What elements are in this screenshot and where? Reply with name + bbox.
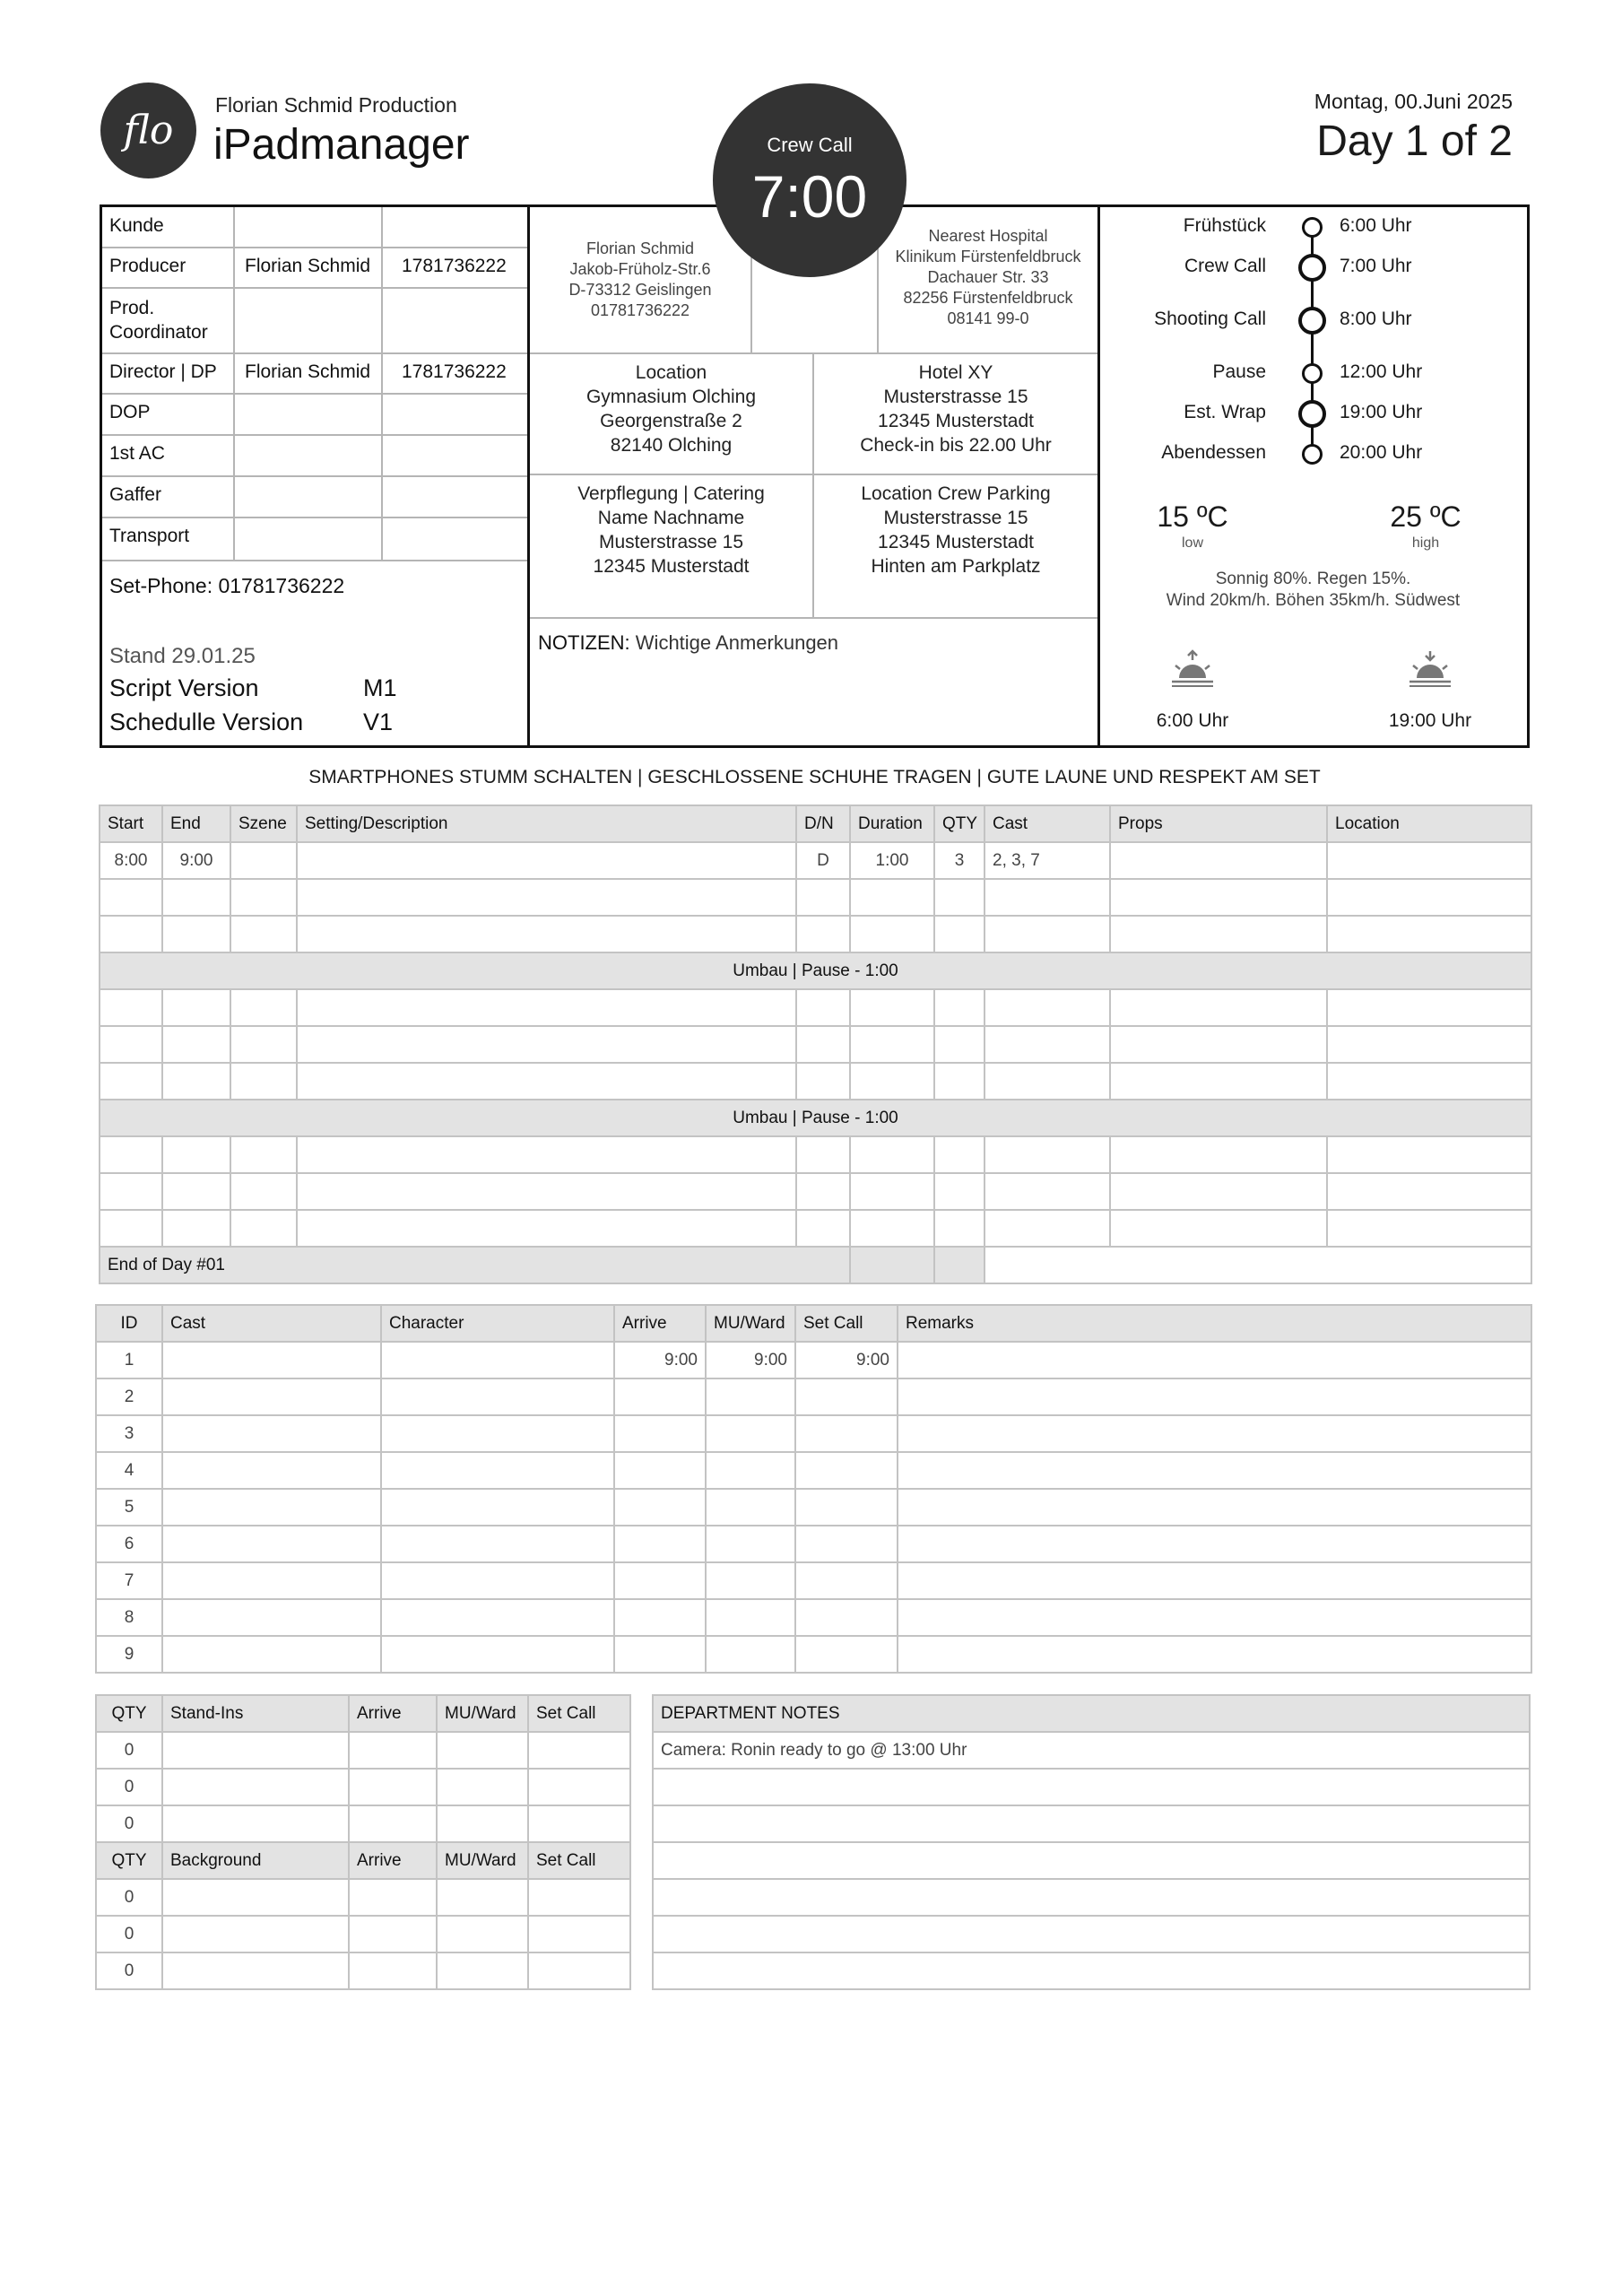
table-row: 8:00 9:00 D 1:00 3 2, 3, 7	[100, 842, 1531, 879]
notes-text: Wichtige Anmerkungen	[635, 631, 839, 654]
temp-high: 25 ºC	[1390, 500, 1462, 533]
background-header: QTY Background Arrive MU/Ward Set Call	[96, 1842, 630, 1879]
table-row	[653, 1769, 1530, 1805]
app-name: iPadmanager	[213, 121, 470, 169]
contact-name: Florian Schmid	[245, 361, 371, 382]
table-row: 0	[96, 1805, 630, 1842]
table-row: 9	[96, 1636, 1531, 1673]
table-row: 8	[96, 1599, 1531, 1636]
table-row	[100, 989, 1531, 1026]
stand-date: Stand 29.01.25	[109, 644, 256, 668]
crew-call-badge	[713, 83, 906, 277]
sunset-icon	[1394, 649, 1466, 698]
table-row: 0	[96, 1769, 630, 1805]
contact-role: Director | DP	[109, 361, 217, 382]
logo	[100, 83, 196, 178]
script-version-label: Script Version	[109, 674, 259, 701]
contact-role: Transport	[109, 526, 190, 546]
break-row: Umbau | Pause - 1:00	[100, 952, 1531, 989]
temp-low: 15 ºC	[1157, 500, 1228, 533]
contact-role: Gaffer	[109, 484, 161, 505]
schedule-version-value: V1	[363, 709, 394, 735]
contact-role: Kunde	[109, 215, 164, 236]
table-row	[100, 1173, 1531, 1210]
schedule-item: Est. Wrap 19:00 Uhr	[1184, 402, 1423, 422]
logo-text: flo	[123, 108, 174, 153]
contact-role: Producer	[109, 256, 186, 276]
scene-table-header: Start End Szene Setting/Description D/N Duration QTY Cast Props Location	[100, 805, 1531, 842]
table-row: 1 9:00 9:00 9:00	[96, 1342, 1531, 1378]
schedule-item: Shooting Call 8:00 Uhr	[1154, 309, 1412, 329]
table-row: 0	[96, 1732, 630, 1769]
table-row: 5	[96, 1489, 1531, 1526]
hotel-info: Hotel XY Musterstrasse 15 12345 Musterstadt Check-in bis 22.00 Uhr	[860, 362, 1052, 456]
table-row	[653, 1952, 1530, 1989]
sunset-time: 19:00 Uhr	[1388, 710, 1472, 731]
break-row: Umbau | Pause - 1:00	[100, 1100, 1531, 1136]
table-row	[100, 1136, 1531, 1173]
table-row: 3	[96, 1415, 1531, 1452]
contact-role: Prod. Coordinator	[109, 298, 208, 343]
standins-background-table	[95, 1694, 631, 1990]
cast-table	[95, 1304, 1532, 1674]
weather-description: Sonnig 80%. Regen 15%. Wind 20km/h. Böhen 35km/h. Südwest	[1166, 570, 1461, 610]
crew-call-label: Crew Call	[767, 134, 853, 156]
table-row: 0	[96, 1916, 630, 1952]
shoot-day: Day 1 of 2	[1316, 117, 1513, 165]
cast-table-header: ID Cast Character Arrive MU/Ward Set Call Remarks	[96, 1305, 1531, 1342]
contact-phone: 1781736222	[402, 361, 507, 382]
schedule-item: Pause 12:00 Uhr	[1212, 361, 1423, 382]
table-row: 0	[96, 1952, 630, 1989]
temp-high-label: high	[1411, 535, 1440, 551]
nearest-hospital: Nearest Hospital Klinikum Fürstenfeldbruck Dachauer Str. 33 82256 Fürstenfeldbruck 08141 99-0	[895, 227, 1081, 327]
contact-role: 1st AC	[109, 443, 165, 464]
end-of-day-row: End of Day #01	[100, 1247, 1531, 1283]
location-info: Location Gymnasium Olching Georgenstraße 2 82140 Olching	[585, 362, 757, 456]
department-notes-table	[652, 1694, 1531, 1990]
notes-label: NOTIZEN:	[538, 631, 630, 654]
table-row	[653, 1842, 1530, 1879]
table-row	[653, 1805, 1530, 1842]
company-name: Florian Schmid Production	[215, 93, 457, 117]
table-row	[653, 1916, 1530, 1952]
temp-low-label: low	[1181, 535, 1203, 551]
department-notes-header: DEPARTMENT NOTES	[653, 1695, 1530, 1732]
table-row	[100, 916, 1531, 952]
table-row: Camera: Ronin ready to go @ 13:00 Uhr	[653, 1732, 1530, 1769]
schedule-item: Crew Call 7:00 Uhr	[1184, 256, 1412, 276]
table-row	[100, 1210, 1531, 1247]
table-row: 4	[96, 1452, 1531, 1489]
production-address: Florian Schmid Jakob-Früholz-Str.6 D-73312 Geislingen 01781736222	[568, 239, 712, 319]
standins-header: QTY Stand-Ins Arrive MU/Ward Set Call	[96, 1695, 630, 1732]
schedule-item: Frühstück 6:00 Uhr	[1183, 215, 1412, 236]
contact-phone: 1781736222	[402, 256, 507, 276]
catering-info: Verpflegung | Catering Name Nachname Musterstrasse 15 12345 Musterstadt	[577, 483, 765, 577]
set-phone: Set-Phone: 01781736222	[109, 574, 345, 597]
schedule-item: Abendessen 20:00 Uhr	[1161, 442, 1423, 463]
table-row: 6	[96, 1526, 1531, 1562]
table-row	[100, 1026, 1531, 1063]
table-row: 7	[96, 1562, 1531, 1599]
schedule-version-label: Schedulle Version	[109, 709, 304, 735]
table-row: 0	[96, 1879, 630, 1916]
script-version-value: M1	[363, 674, 397, 701]
notes	[538, 631, 838, 655]
contact-role: DOP	[109, 402, 151, 422]
contact-name: Florian Schmid	[245, 256, 371, 276]
table-row: 2	[96, 1378, 1531, 1415]
crew-parking-info: Location Crew Parking Musterstrasse 15 12345 Musterstadt Hinten am Parkplatz	[861, 483, 1051, 577]
scene-table	[99, 804, 1532, 1284]
shoot-date: Montag, 00.Juni 2025	[1314, 90, 1513, 113]
sunrise-time: 6:00 Uhr	[1156, 710, 1229, 731]
table-row	[100, 1063, 1531, 1100]
table-row	[653, 1879, 1530, 1916]
set-rules: SMARTPHONES STUMM SCHALTEN | GESCHLOSSENE SCHUHE TRAGEN | GUTE LAUNE UND RESPEKT AM SET	[308, 767, 1321, 787]
table-row	[100, 879, 1531, 916]
sunrise-icon	[1157, 649, 1228, 698]
crew-call-time: 7:00	[751, 163, 868, 230]
